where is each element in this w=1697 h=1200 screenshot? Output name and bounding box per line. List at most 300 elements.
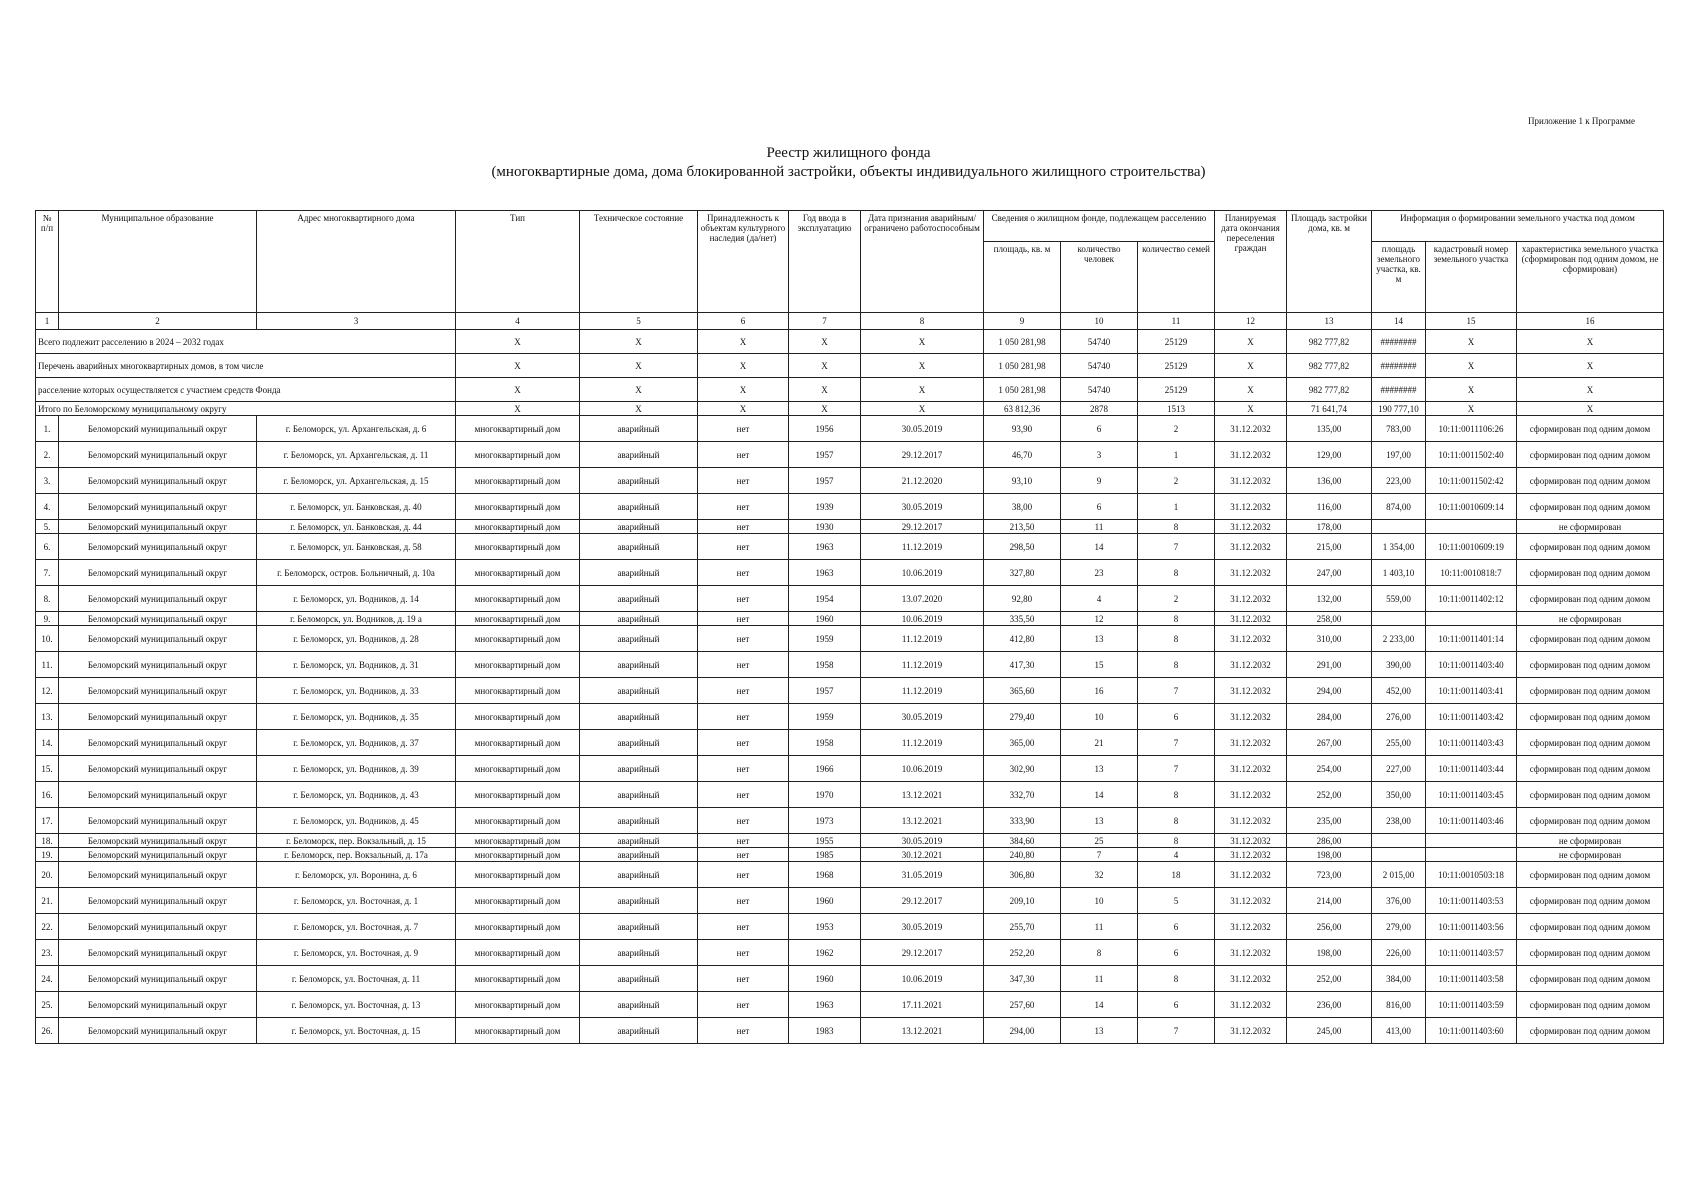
planned-date-cell: 31.12.2032: [1215, 914, 1287, 940]
summary-cell-c6: X: [698, 402, 789, 416]
table-row: [36, 612, 1664, 626]
summary-row: [36, 354, 1664, 378]
type-cell: многоквартирный дом: [456, 494, 580, 520]
condition-cell: аварийный: [580, 862, 698, 888]
type-cell: многоквартирный дом: [456, 834, 580, 848]
summary-label: Итого по Беломорскому муниципальному округу: [36, 402, 456, 416]
area-cell: 46,70: [984, 442, 1061, 468]
table-row: [36, 966, 1664, 992]
address-cell: г. Беломорск, ул. Водников, д. 43: [257, 782, 456, 808]
address-cell: г. Беломорск, ул. Водников, д. 33: [257, 678, 456, 704]
type-cell: многоквартирный дом: [456, 560, 580, 586]
area-cell: 306,80: [984, 862, 1061, 888]
land-area-cell: 223,00: [1372, 468, 1426, 494]
building-area-cell: 236,00: [1287, 992, 1372, 1018]
summary-cell-c6: X: [698, 330, 789, 354]
land-area-cell: 350,00: [1372, 782, 1426, 808]
planned-date-cell: 31.12.2032: [1215, 756, 1287, 782]
land-area-cell: 226,00: [1372, 940, 1426, 966]
heritage-cell: нет: [698, 940, 789, 966]
type-cell: многоквартирный дом: [456, 808, 580, 834]
summary-cell-c10: 54740: [1061, 354, 1138, 378]
area-cell: 365,00: [984, 730, 1061, 756]
summary-cell-c4: X: [456, 330, 580, 354]
summary-row: [36, 330, 1664, 354]
heritage-cell: нет: [698, 848, 789, 862]
column-number-cell: 2: [59, 313, 257, 330]
heritage-cell: нет: [698, 730, 789, 756]
col-header-people: количество человек: [1061, 242, 1138, 313]
condition-cell: аварийный: [580, 966, 698, 992]
area-cell: 347,30: [984, 966, 1061, 992]
area-cell: 417,30: [984, 652, 1061, 678]
land-area-cell: 384,00: [1372, 966, 1426, 992]
emergency-date-cell: 13.12.2021: [861, 782, 984, 808]
table-row: [36, 848, 1664, 862]
emergency-date-cell: 11.12.2019: [861, 652, 984, 678]
address-cell: г. Беломорск, ул. Восточная, д. 15: [257, 1018, 456, 1044]
address-cell: г. Беломорск, ул. Банковская, д. 44: [257, 520, 456, 534]
document-title: Реестр жилищного фонда: [766, 145, 931, 161]
table-row: [36, 730, 1664, 756]
emergency-date-cell: 29.12.2017: [861, 520, 984, 534]
col-header-area: площадь, кв. м: [984, 242, 1061, 313]
area-cell: 302,90: [984, 756, 1061, 782]
address-cell: г. Беломорск, ул. Банковская, д. 58: [257, 534, 456, 560]
area-cell: 384,60: [984, 834, 1061, 848]
municipality-cell: Беломорский муниципальный округ: [59, 468, 257, 494]
land-char-cell: сформирован под одним домом: [1517, 586, 1664, 612]
heritage-cell: нет: [698, 626, 789, 652]
row-number: 21.: [36, 888, 59, 914]
emergency-date-cell: 30.05.2019: [861, 834, 984, 848]
cadastral-cell: 10:11:0011403:41: [1426, 678, 1517, 704]
table-row: [36, 940, 1664, 966]
heritage-cell: нет: [698, 520, 789, 534]
emergency-date-cell: 10.06.2019: [861, 966, 984, 992]
municipality-cell: Беломорский муниципальный округ: [59, 652, 257, 678]
year-cell: 1955: [789, 834, 861, 848]
summary-cell-c13: 71 641,74: [1287, 402, 1372, 416]
row-number: 3.: [36, 468, 59, 494]
row-number: 8.: [36, 586, 59, 612]
land-char-cell: сформирован под одним домом: [1517, 756, 1664, 782]
families-cell: 8: [1138, 834, 1215, 848]
condition-cell: аварийный: [580, 782, 698, 808]
building-area-cell: 252,00: [1287, 782, 1372, 808]
summary-cell-c15: X: [1426, 354, 1517, 378]
families-cell: 6: [1138, 940, 1215, 966]
building-area-cell: 310,00: [1287, 626, 1372, 652]
heritage-cell: нет: [698, 966, 789, 992]
table-row: [36, 834, 1664, 848]
condition-cell: аварийный: [580, 560, 698, 586]
planned-date-cell: 31.12.2032: [1215, 534, 1287, 560]
type-cell: многоквартирный дом: [456, 442, 580, 468]
area-cell: 279,40: [984, 704, 1061, 730]
land-char-cell: сформирован под одним домом: [1517, 416, 1664, 442]
people-cell: 25: [1061, 834, 1138, 848]
column-number-cell: 10: [1061, 313, 1138, 330]
type-cell: многоквартирный дом: [456, 782, 580, 808]
address-cell: г. Беломорск, ул. Водников, д. 35: [257, 704, 456, 730]
planned-date-cell: 31.12.2032: [1215, 782, 1287, 808]
year-cell: 1973: [789, 808, 861, 834]
building-area-cell: 136,00: [1287, 468, 1372, 494]
summary-cell-c5: X: [580, 402, 698, 416]
address-cell: г. Беломорск, ул. Банковская, д. 40: [257, 494, 456, 520]
cadastral-cell: [1426, 520, 1517, 534]
year-cell: 1960: [789, 966, 861, 992]
year-cell: 1958: [789, 730, 861, 756]
condition-cell: аварийный: [580, 1018, 698, 1044]
type-cell: многоквартирный дом: [456, 612, 580, 626]
col-header-land-area: площадь земельного участка, кв. м: [1372, 242, 1426, 313]
families-cell: 2: [1138, 586, 1215, 612]
cadastral-cell: 10:11:0010609:19: [1426, 534, 1517, 560]
municipality-cell: Беломорский муниципальный округ: [59, 416, 257, 442]
emergency-date-cell: 29.12.2017: [861, 442, 984, 468]
type-cell: многоквартирный дом: [456, 678, 580, 704]
year-cell: 1939: [789, 494, 861, 520]
families-cell: 8: [1138, 520, 1215, 534]
land-char-cell: сформирован под одним домом: [1517, 704, 1664, 730]
people-cell: 11: [1061, 966, 1138, 992]
cadastral-cell: 10:11:0011403:46: [1426, 808, 1517, 834]
heritage-cell: нет: [698, 914, 789, 940]
table-row: [36, 992, 1664, 1018]
table-row: [36, 560, 1664, 586]
municipality-cell: Беломорский муниципальный округ: [59, 586, 257, 612]
condition-cell: аварийный: [580, 416, 698, 442]
heritage-cell: нет: [698, 834, 789, 848]
year-cell: 1957: [789, 442, 861, 468]
summary-cell-c7: X: [789, 354, 861, 378]
planned-date-cell: 31.12.2032: [1215, 652, 1287, 678]
municipality-cell: Беломорский муниципальный округ: [59, 782, 257, 808]
families-cell: 8: [1138, 626, 1215, 652]
table-row: [36, 756, 1664, 782]
land-area-cell: 816,00: [1372, 992, 1426, 1018]
emergency-date-cell: 30.05.2019: [861, 416, 984, 442]
type-cell: многоквартирный дом: [456, 914, 580, 940]
summary-cell-c7: X: [789, 330, 861, 354]
land-char-cell: сформирован под одним домом: [1517, 652, 1664, 678]
municipality-cell: Беломорский муниципальный округ: [59, 808, 257, 834]
municipality-cell: Беломорский муниципальный округ: [59, 626, 257, 652]
type-cell: многоквартирный дом: [456, 468, 580, 494]
column-number-cell: 11: [1138, 313, 1215, 330]
planned-date-cell: 31.12.2032: [1215, 888, 1287, 914]
address-cell: г. Беломорск, ул. Водников, д. 28: [257, 626, 456, 652]
people-cell: 10: [1061, 704, 1138, 730]
table-row: [36, 416, 1664, 442]
municipality-cell: Беломорский муниципальный округ: [59, 442, 257, 468]
address-cell: г. Беломорск, ул. Водников, д. 14: [257, 586, 456, 612]
municipality-cell: Беломорский муниципальный округ: [59, 756, 257, 782]
planned-date-cell: 31.12.2032: [1215, 560, 1287, 586]
municipality-cell: Беломорский муниципальный округ: [59, 888, 257, 914]
area-cell: 209,10: [984, 888, 1061, 914]
planned-date-cell: 31.12.2032: [1215, 992, 1287, 1018]
emergency-date-cell: 10.06.2019: [861, 756, 984, 782]
row-number: 5.: [36, 520, 59, 534]
families-cell: 8: [1138, 560, 1215, 586]
building-area-cell: 116,00: [1287, 494, 1372, 520]
land-char-cell: сформирован под одним домом: [1517, 442, 1664, 468]
cadastral-cell: 10:11:0011403:53: [1426, 888, 1517, 914]
year-cell: 1963: [789, 534, 861, 560]
cadastral-cell: 10:11:0010609:14: [1426, 494, 1517, 520]
summary-cell-c5: X: [580, 378, 698, 402]
families-cell: 5: [1138, 888, 1215, 914]
summary-row: [36, 378, 1664, 402]
municipality-cell: Беломорский муниципальный округ: [59, 914, 257, 940]
type-cell: многоквартирный дом: [456, 520, 580, 534]
summary-cell-c15: X: [1426, 402, 1517, 416]
cadastral-cell: 10:11:0010503:18: [1426, 862, 1517, 888]
families-cell: 8: [1138, 652, 1215, 678]
families-cell: 2: [1138, 468, 1215, 494]
planned-date-cell: 31.12.2032: [1215, 494, 1287, 520]
summary-cell-c5: X: [580, 354, 698, 378]
people-cell: 12: [1061, 612, 1138, 626]
families-cell: 7: [1138, 678, 1215, 704]
summary-cell-c16: X: [1517, 354, 1664, 378]
building-area-cell: 135,00: [1287, 416, 1372, 442]
year-cell: 1954: [789, 586, 861, 612]
people-cell: 6: [1061, 416, 1138, 442]
land-char-cell: сформирован под одним домом: [1517, 888, 1664, 914]
planned-date-cell: 31.12.2032: [1215, 626, 1287, 652]
summary-cell-c16: X: [1517, 402, 1664, 416]
row-number: 19.: [36, 848, 59, 862]
condition-cell: аварийный: [580, 756, 698, 782]
families-cell: 2: [1138, 416, 1215, 442]
area-cell: 93,10: [984, 468, 1061, 494]
planned-date-cell: 31.12.2032: [1215, 586, 1287, 612]
type-cell: многоквартирный дом: [456, 416, 580, 442]
heritage-cell: нет: [698, 586, 789, 612]
building-area-cell: 254,00: [1287, 756, 1372, 782]
cadastral-cell: [1426, 834, 1517, 848]
families-cell: 6: [1138, 992, 1215, 1018]
row-number: 9.: [36, 612, 59, 626]
municipality-cell: Беломорский муниципальный округ: [59, 678, 257, 704]
land-char-cell: сформирован под одним домом: [1517, 862, 1664, 888]
planned-date-cell: 31.12.2032: [1215, 834, 1287, 848]
summary-cell-c12: X: [1215, 354, 1287, 378]
col-header-type: Тип: [456, 211, 580, 313]
cadastral-cell: 10:11:0011403:58: [1426, 966, 1517, 992]
year-cell: 1960: [789, 612, 861, 626]
address-cell: г. Беломорск, ул. Водников, д. 39: [257, 756, 456, 782]
condition-cell: аварийный: [580, 914, 698, 940]
cadastral-cell: 10:11:0011403:59: [1426, 992, 1517, 1018]
table-row: [36, 626, 1664, 652]
land-area-cell: 413,00: [1372, 1018, 1426, 1044]
land-area-cell: 255,00: [1372, 730, 1426, 756]
building-area-cell: 252,00: [1287, 966, 1372, 992]
summary-cell-c11: 25129: [1138, 330, 1215, 354]
summary-label: Всего подлежит расселению в 2024 – 2032 годах: [36, 330, 456, 354]
col-header-heritage: Принадлежность к объектам культурного наследия (да/нет): [698, 211, 789, 313]
land-area-cell: 376,00: [1372, 888, 1426, 914]
year-cell: 1953: [789, 914, 861, 940]
cadastral-cell: 10:11:0011403:43: [1426, 730, 1517, 756]
land-char-cell: не сформирован: [1517, 848, 1664, 862]
table-row: [36, 520, 1664, 534]
building-area-cell: 178,00: [1287, 520, 1372, 534]
year-cell: 1959: [789, 626, 861, 652]
row-number: 1.: [36, 416, 59, 442]
land-char-cell: сформирован под одним домом: [1517, 560, 1664, 586]
cadastral-cell: 10:11:0011402:12: [1426, 586, 1517, 612]
heritage-cell: нет: [698, 782, 789, 808]
condition-cell: аварийный: [580, 520, 698, 534]
planned-date-cell: 31.12.2032: [1215, 1018, 1287, 1044]
land-area-cell: 2 015,00: [1372, 862, 1426, 888]
address-cell: г. Беломорск, ул. Восточная, д. 13: [257, 992, 456, 1018]
families-cell: 4: [1138, 848, 1215, 862]
year-cell: 1970: [789, 782, 861, 808]
emergency-date-cell: 21.12.2020: [861, 468, 984, 494]
planned-date-cell: 31.12.2032: [1215, 678, 1287, 704]
land-char-cell: сформирован под одним домом: [1517, 808, 1664, 834]
condition-cell: аварийный: [580, 494, 698, 520]
emergency-date-cell: 31.05.2019: [861, 862, 984, 888]
address-cell: г. Беломорск, ул. Восточная, д. 11: [257, 966, 456, 992]
table-row: [36, 534, 1664, 560]
building-area-cell: 198,00: [1287, 940, 1372, 966]
cadastral-cell: 10:11:0011403:44: [1426, 756, 1517, 782]
people-cell: 23: [1061, 560, 1138, 586]
address-cell: г. Беломорск, ул. Воронина, д. 6: [257, 862, 456, 888]
land-char-cell: сформирован под одним домом: [1517, 940, 1664, 966]
column-number-cell: 13: [1287, 313, 1372, 330]
land-area-cell: 559,00: [1372, 586, 1426, 612]
land-char-cell: сформирован под одним домом: [1517, 678, 1664, 704]
row-number: 7.: [36, 560, 59, 586]
column-number-cell: 12: [1215, 313, 1287, 330]
row-number: 15.: [36, 756, 59, 782]
col-header-cadastral: кадастровый номер земельного участка: [1426, 242, 1517, 313]
people-cell: 11: [1061, 520, 1138, 534]
type-cell: многоквартирный дом: [456, 704, 580, 730]
table-row: [36, 808, 1664, 834]
summary-cell-c12: X: [1215, 402, 1287, 416]
municipality-cell: Беломорский муниципальный округ: [59, 966, 257, 992]
cadastral-cell: 10:11:0011502:40: [1426, 442, 1517, 468]
land-area-cell: 276,00: [1372, 704, 1426, 730]
area-cell: 252,20: [984, 940, 1061, 966]
people-cell: 21: [1061, 730, 1138, 756]
building-area-cell: 284,00: [1287, 704, 1372, 730]
summary-cell-c8: X: [861, 402, 984, 416]
summary-cell-c14: ########: [1372, 330, 1426, 354]
building-area-cell: 215,00: [1287, 534, 1372, 560]
emergency-date-cell: 29.12.2017: [861, 888, 984, 914]
address-cell: г. Беломорск, ул. Водников, д. 45: [257, 808, 456, 834]
year-cell: 1966: [789, 756, 861, 782]
summary-cell-c6: X: [698, 378, 789, 402]
row-number: 23.: [36, 940, 59, 966]
municipality-cell: Беломорский муниципальный округ: [59, 534, 257, 560]
summary-cell-c14: ########: [1372, 378, 1426, 402]
families-cell: 8: [1138, 782, 1215, 808]
land-char-cell: сформирован под одним домом: [1517, 1018, 1664, 1044]
area-cell: 365,60: [984, 678, 1061, 704]
municipality-cell: Беломорский муниципальный округ: [59, 704, 257, 730]
row-number: 11.: [36, 652, 59, 678]
row-number: 2.: [36, 442, 59, 468]
planned-date-cell: 31.12.2032: [1215, 862, 1287, 888]
building-area-cell: 256,00: [1287, 914, 1372, 940]
land-char-cell: не сформирован: [1517, 612, 1664, 626]
planned-date-cell: 31.12.2032: [1215, 612, 1287, 626]
col-header-families: количество семей: [1138, 242, 1215, 313]
planned-date-cell: 31.12.2032: [1215, 848, 1287, 862]
building-area-cell: 247,00: [1287, 560, 1372, 586]
emergency-date-cell: 30.05.2019: [861, 494, 984, 520]
year-cell: 1956: [789, 416, 861, 442]
area-cell: 257,60: [984, 992, 1061, 1018]
summary-cell-c13: 982 777,82: [1287, 378, 1372, 402]
condition-cell: аварийный: [580, 442, 698, 468]
type-cell: многоквартирный дом: [456, 862, 580, 888]
emergency-date-cell: 13.07.2020: [861, 586, 984, 612]
area-cell: 412,80: [984, 626, 1061, 652]
row-number: 14.: [36, 730, 59, 756]
year-cell: 1957: [789, 468, 861, 494]
table-row: [36, 888, 1664, 914]
municipality-cell: Беломорский муниципальный округ: [59, 612, 257, 626]
emergency-date-cell: 11.12.2019: [861, 534, 984, 560]
municipality-cell: Беломорский муниципальный округ: [59, 494, 257, 520]
col-header-year: Год ввода в эксплуатацию: [789, 211, 861, 313]
municipality-cell: Беломорский муниципальный округ: [59, 730, 257, 756]
area-cell: 327,80: [984, 560, 1061, 586]
heritage-cell: нет: [698, 808, 789, 834]
col-group-housing-info: Сведения о жилищном фонде, подлежащем расселению: [984, 211, 1215, 242]
summary-cell-c14: ########: [1372, 354, 1426, 378]
people-cell: 14: [1061, 534, 1138, 560]
people-cell: 6: [1061, 494, 1138, 520]
year-cell: 1930: [789, 520, 861, 534]
row-number: 13.: [36, 704, 59, 730]
planned-date-cell: 31.12.2032: [1215, 808, 1287, 834]
families-cell: 18: [1138, 862, 1215, 888]
emergency-date-cell: 10.06.2019: [861, 612, 984, 626]
column-number-cell: 5: [580, 313, 698, 330]
year-cell: 1962: [789, 940, 861, 966]
land-area-cell: 1 403,10: [1372, 560, 1426, 586]
families-cell: 1: [1138, 442, 1215, 468]
header-row: [36, 211, 1664, 242]
address-cell: г. Беломорск, ул. Архангельская, д. 6: [257, 416, 456, 442]
condition-cell: аварийный: [580, 652, 698, 678]
people-cell: 13: [1061, 626, 1138, 652]
type-cell: многоквартирный дом: [456, 756, 580, 782]
summary-row: [36, 402, 1664, 416]
summary-cell-c13: 982 777,82: [1287, 330, 1372, 354]
heritage-cell: нет: [698, 756, 789, 782]
heritage-cell: нет: [698, 862, 789, 888]
address-cell: г. Беломорск, остров. Больничный, д. 10а: [257, 560, 456, 586]
building-area-cell: 245,00: [1287, 1018, 1372, 1044]
municipality-cell: Беломорский муниципальный округ: [59, 862, 257, 888]
address-cell: г. Беломорск, пер. Вокзальный, д. 17а: [257, 848, 456, 862]
